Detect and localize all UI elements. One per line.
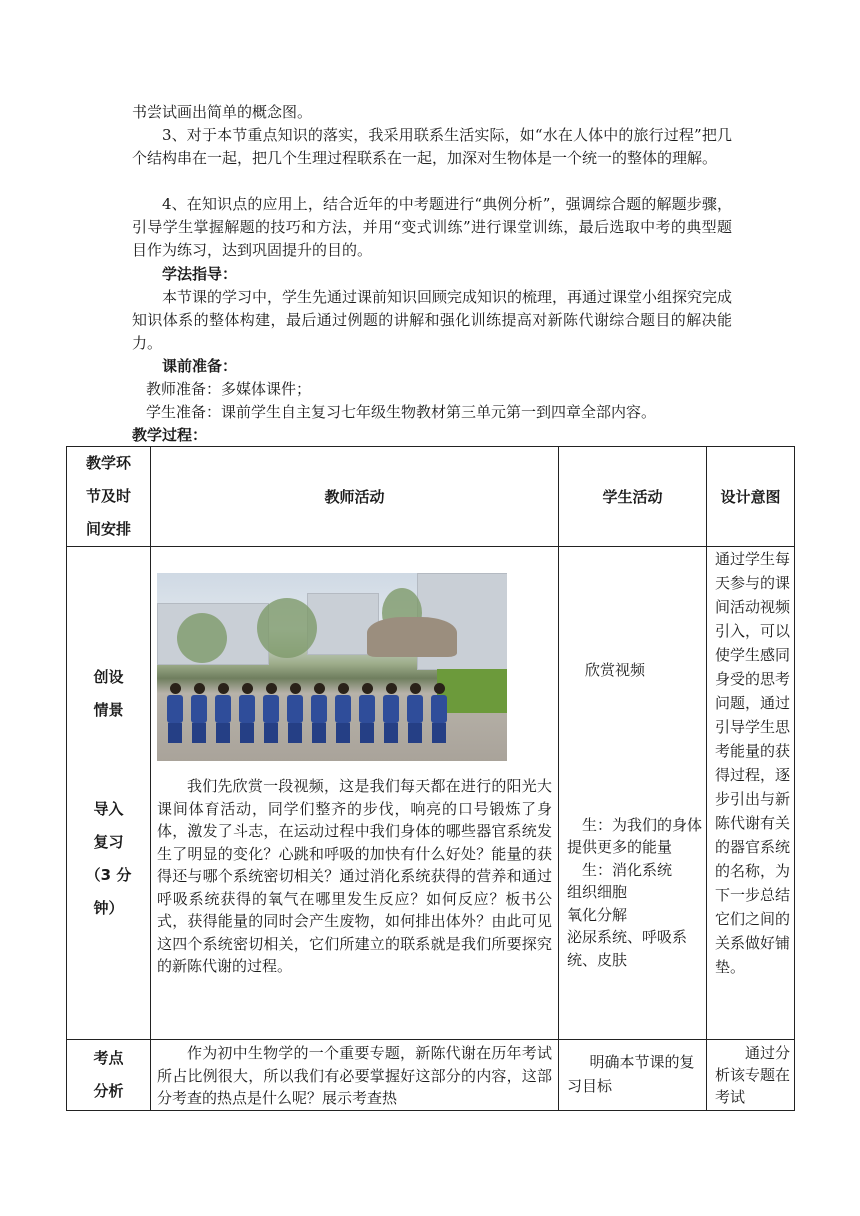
- study-guidance-title: 学法指导：: [162, 265, 238, 283]
- study-guidance-text: 本节课的学习中，学生先通过课前知识回顾完成知识的梳理，再通过课堂小组探究完成知识体系的整体构建，最后通过例题的讲解和强化训练提高对新陈代谢综合题目的解决能力。: [132, 288, 733, 352]
- student-activity-intro: [559, 547, 707, 1040]
- header-teacher-activity: 教师活动: [151, 447, 559, 547]
- activity-photo: [157, 573, 507, 761]
- header-student-activity: 学生活动: [559, 447, 707, 547]
- paragraph-point-4: 4、在知识点的应用上，结合近年的中考题进行“典例分析”，强调综合题的解题步骤，引导学生掌握解题的技巧和方法，并用“变式训练”进行课堂训练，最后选取中考的典型题目作为练习，达到巩固提升的目的。: [132, 195, 732, 259]
- design-intent-analysis: 通过分析该专题在考试: [707, 1040, 795, 1111]
- teacher-activity-intro: [151, 547, 559, 1040]
- header-stage: 教学环 节及时 间安排: [67, 447, 151, 547]
- process-title: 教学过程：: [132, 426, 208, 444]
- teacher-activity-text: 我们先欣赏一段视频，这是我们每天都在进行的阳光大课间体育活动，同学们整齐的步伐，响亮的口号锻炼了身体，激发了斗志，在运动过程中我们身体的哪些器官系统发生了明显的变化？心跳和呼吸的加快有什么好处？能量的获得还与哪个系统密切相关？通过消化系统获得的营养和通过呼吸系统获得的氧气在哪里发生反应？如何反应？板书公式，获得能量的同时会产生废物，如何排出体外？由此可见这四个系统密切相关，它们所建立的联系就是我们所要探究的新陈代谢的过程。: [157, 777, 552, 975]
- stage-intro: 创设 情景 导入 复习 （3 分 钟）: [67, 547, 151, 1040]
- header-design-intent: 设计意图: [707, 447, 795, 547]
- student-activity-analysis: 明确本节课的复习目标: [559, 1040, 707, 1111]
- student-watch-video: 欣赏视频: [585, 661, 646, 679]
- student-preparation: 学生准备：课前学生自主复习七年级生物教材第三单元第一到四章全部内容。: [146, 403, 657, 421]
- student-answer-systems-4: 泌尿系统、呼吸系统、皮肤: [567, 928, 688, 969]
- stage-analysis: 考点 分析: [67, 1040, 151, 1111]
- paragraph-concept-map: 书尝试画出简单的概念图。: [132, 103, 313, 121]
- table-row-intro: [67, 547, 795, 1040]
- teacher-activity-analysis: 作为初中生物学的一个重要专题，新陈代谢在历年考试所占比例很大，所以我们有必要掌握好这部分的内容，这部分考查的热点是什么呢？展示考查热: [151, 1040, 559, 1111]
- paragraph-point-3: 3、对于本节重点知识的落实，我采用联系生活实际，如“水在人体中的旅行过程”把几个结构串在一起，把几个生理过程联系在一起，加深对生物体是一个统一的整体的理解。: [132, 126, 732, 167]
- design-intent-intro: 通过学生每天参与的课间活动视频引入，可以使学生感同身受的思考问题，通过引导学生思考能量的获得过程，逐步引出与新陈代谢有关的器官系统的名称，为下一步总结它们之间的关系做好铺垫。: [707, 547, 795, 1040]
- table-header-row: [67, 447, 795, 547]
- student-answer-systems-1: 生：消化系统: [582, 860, 673, 879]
- student-answer-energy: 生：为我们的身体提供更多的能量: [567, 815, 703, 856]
- lesson-table: [66, 446, 795, 1111]
- teacher-preparation: 教师准备：多媒体课件；: [146, 380, 312, 398]
- student-answer-systems-3: 氧化分解: [567, 905, 628, 924]
- table-row-analysis: [67, 1040, 795, 1111]
- preparation-title: 课前准备：: [162, 357, 238, 375]
- student-answer-systems-2: 组织细胞: [567, 883, 628, 901]
